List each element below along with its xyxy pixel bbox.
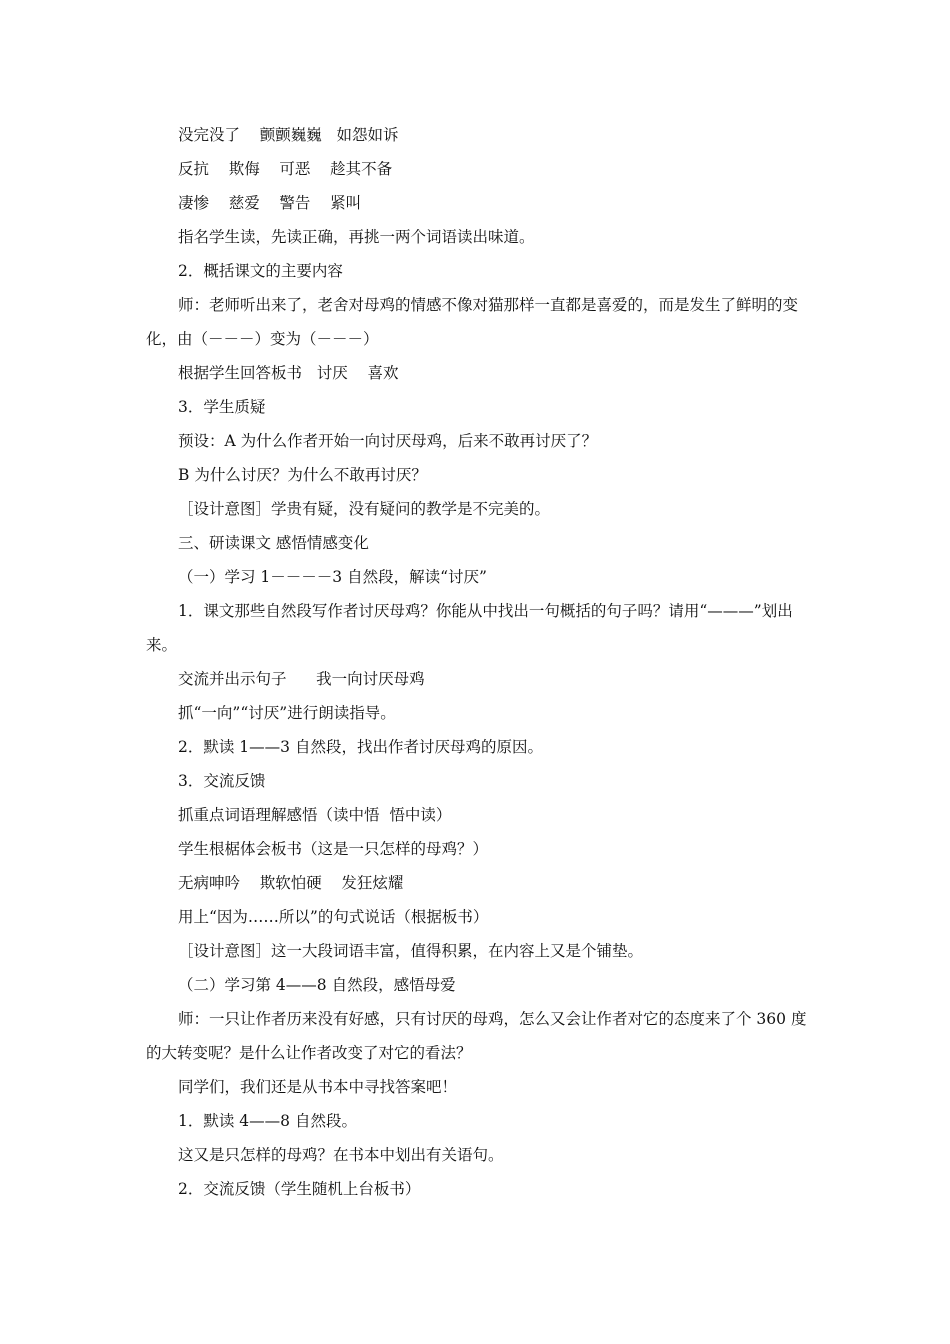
paragraph: 根据学生回答板书 讨厌 喜欢 — [178, 364, 399, 382]
paragraph: 同学们，我们还是从书本中寻找答案吧！ — [178, 1078, 458, 1096]
design-intent-note: ［设计意图］这一大段词语丰富，值得积累，在内容上又是个铺垫。 — [178, 942, 644, 960]
step-heading: 2．概括课文的主要内容 — [178, 262, 343, 280]
document-body — [146, 118, 810, 1206]
paragraph: 指名学生读，先读正确，再挑一两个词语读出味道。 — [178, 228, 535, 246]
vocab-line-1: 没完没了 颤颤巍巍 如怨如诉 — [178, 126, 399, 144]
paragraph: 用上“因为……所以”的句式说话（根据板书） — [178, 908, 489, 926]
vocab-line-2: 反抗 欺侮 可恶 趁其不备 — [178, 160, 393, 178]
paragraph: 这又是只怎样的母鸡？在书本中划出有关语句。 — [178, 1146, 504, 1164]
paragraph: 1．课文那些自然段写作者讨厌母鸡？你能从中找出一句概括的句子吗？请用“———”划出来。 — [146, 602, 793, 654]
paragraph: 预设：A 为什么作者开始一向讨厌母鸡，后来不敢再讨厌了？ — [178, 432, 598, 450]
paragraph: 抓“一向”“讨厌”进行朗读指导。 — [178, 704, 396, 722]
design-intent-note: ［设计意图］学贵有疑，没有疑问的教学是不完美的。 — [178, 500, 551, 518]
paragraph: 学生根椐体会板书（这是一只怎样的母鸡？） — [178, 840, 489, 858]
subsection-heading: （二）学习第 4——8 自然段，感悟母爱 — [178, 976, 456, 994]
paragraph: 抓重点词语理解感悟（读中悟 悟中读） — [178, 806, 452, 824]
paragraph: 交流并出示句子 我一向讨厌母鸡 — [178, 670, 425, 688]
paragraph: B 为什么讨厌？为什么不敢再讨厌？ — [178, 466, 427, 484]
section-heading: 三、研读课文 感悟情感变化 — [178, 534, 369, 552]
vocab-line-4: 无病呻吟 欺软怕硬 发狂炫耀 — [178, 874, 404, 892]
paragraph: 师：老师听出来了，老舍对母鸡的情感不像对猫那样一直都是喜爱的，而是发生了鲜明的变化，由（－－－）变为（－－－） — [146, 296, 799, 348]
step-heading: 3．学生质疑 — [178, 398, 266, 416]
step-heading: 2．交流反馈（学生随机上台板书） — [178, 1180, 421, 1198]
step-heading: 2．默读 1——3 自然段，找出作者讨厌母鸡的原因。 — [178, 738, 543, 756]
subsection-heading: （一）学习 1－－－－3 自然段，解读“讨厌” — [178, 568, 487, 586]
paragraph: 师：一只让作者历来没有好感，只有讨厌的母鸡，怎么又会让作者对它的态度来了个 360 度的大转变呢？是什么让作者改变了对它的看法？ — [146, 1010, 807, 1062]
step-heading: 3．交流反馈 — [178, 772, 266, 790]
vocab-line-3: 凄惨 慈爱 警告 紧叫 — [178, 194, 362, 212]
step-heading: 1．默读 4——8 自然段。 — [178, 1112, 357, 1130]
